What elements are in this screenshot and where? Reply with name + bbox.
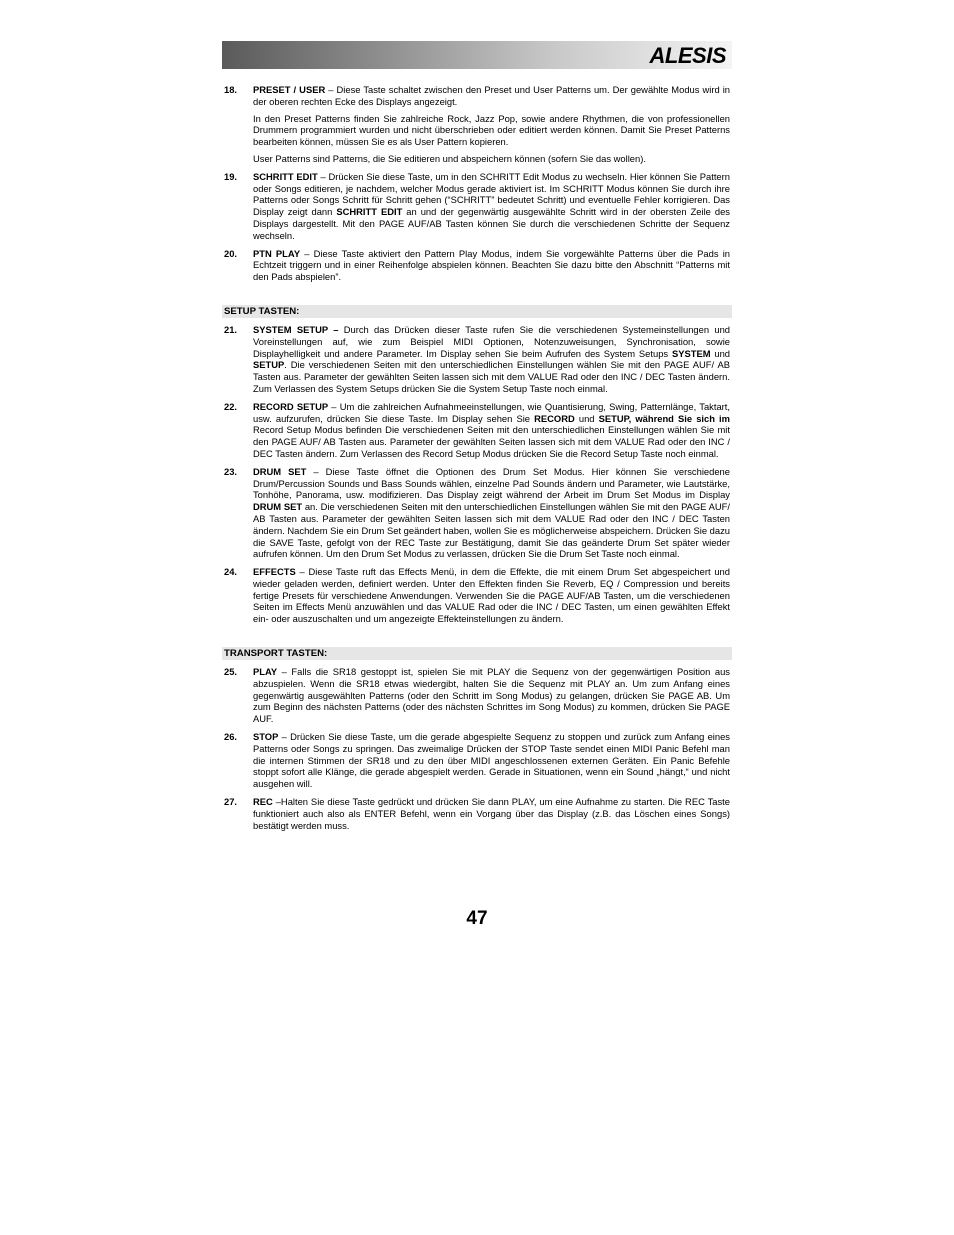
text-run: In den Preset Patterns finden Sie zahlreiche Rock, Jazz Pop, sowie andere Rhythmen, die von professionellen Drummern programmiert wurden und nicht überschrieben oder editiert werden können. Damit Sie Preset Patterns bearbeiten können, müssen Sie es als User Pattern kopieren. <box>253 112 730 148</box>
bold-term: SETUP, während Sie sich im <box>598 412 730 424</box>
list-item <box>224 324 730 395</box>
item-number: 23. <box>224 465 238 477</box>
bold-term: SCHRITT EDIT <box>253 170 318 182</box>
text-run: – Drücken Sie diese Taste, um die gerade abgespielte Sequenz zu stoppen und zurück zum Anfang eines Patterns oder Songs zu springen. Das zweimalige Drücken der STOP Taste sendet einen MIDI Panic Befehl man die internen Stimmen der SR18 und zu den über MIDI angeschlossenen externen Geräten. Ein Panic Befehle stoppt sofort alle Klänge, die gerade abgespielt werden. Gerade in Situationen, wenn ein Sound „hängt,“ und nicht ausgehen will. <box>253 731 730 790</box>
bold-term: DRUM SET <box>253 501 303 513</box>
text-run: – Drücken Sie diese Taste, um in den SCHRITT Edit Modus zu wechseln. Hier können Sie Pattern oder Songs editieren, je nachdem, welcher Modus gerade aktiviert ist. Im SCHRITT Modus können Sie durch ihre Patterns oder Songs Schritt für Schritt gehen (“SCHRITT” bedeutet Schritt) und eventuelle Fehler korrigieren. Das Display zeigt dann <box>253 170 730 218</box>
list-item <box>224 248 730 283</box>
bold-term: STOP <box>253 731 279 743</box>
bold-term: SYSTEM <box>671 347 711 359</box>
item-paragraph <box>253 466 730 560</box>
list-item <box>224 84 730 165</box>
bold-term: DRUM SET <box>253 465 307 477</box>
section-heading-setup: SETUP TASTEN: <box>222 305 732 318</box>
text-run: User Patterns sind Patterns, die Sie editieren und abspeichern können (sofern Sie das wollen). <box>253 152 646 164</box>
item-number: 20. <box>224 247 238 259</box>
list-item <box>224 796 730 831</box>
item-paragraph <box>253 796 730 831</box>
item-paragraph <box>253 566 730 625</box>
item-paragraph <box>253 248 730 283</box>
text-run: – Diese Taste öffnet die Optionen des Drum Set Modus. Hier können Sie verschiedene Drum/Percussion Sounds und Bass Sounds wählen, einzelne Pad Sounds ändern und Parameter, wie Lautstärke, Tonhöhe, Panorama, usw. modifizieren. Das Display zeigt während der Arbeit im Drum Set Modus im Display <box>253 465 730 501</box>
item-paragraph <box>253 171 730 242</box>
text-run: –Halten Sie diese Taste gedrückt und drücken Sie dann PLAY, um eine Aufnahme zu starten. Die REC Taste funktioniert auch also als ENTER Befehl, wenn ein Vorgang über das Display (z.B. das Löschen eines Songs) bestätigt werden muss. <box>253 796 730 831</box>
item-number: 18. <box>224 84 238 95</box>
item-number: 24. <box>224 566 238 578</box>
bold-term: RECORD <box>534 412 575 424</box>
item-paragraph <box>253 731 730 790</box>
list-item <box>224 171 730 242</box>
text-run: – Diese Taste ruft das Effects Menü, in dem die Effekte, die mit einem Drum Set abgespeichert und wieder geladen werden, definiert werden. Unter den Effekten finden Sie Reverb, EQ / Compression und bereits fertige Presets für verschiedene Anwendungen. Verwenden Sie die PAGE AUF/AB Tasten, um die verschiedenen Seiten im Effects Menü anzuwählen und das VALUE Rad oder die INC / DEC Tasten, um einen gewählten Effekt ein- oder auszuschalten und um angezeigte Effekteinstellungen zu ändern. <box>253 566 730 625</box>
header-bar <box>222 41 732 69</box>
item-number: 21. <box>224 323 238 335</box>
item-paragraph <box>253 666 730 725</box>
bold-term: RECORD SETUP <box>253 400 329 412</box>
brand-text: ALESIS <box>649 43 726 67</box>
text-run: – Um die zahlreichen Aufnahmeeinstellungen, wie Quantisierung, Swing, Patternlänge, Taktart, usw. aufzurufen, drücken Sie diese Taste. Im Display sehen Sie <box>253 400 730 424</box>
page-number: 47 <box>466 908 488 929</box>
text-run: – Diese Taste schaltet zwischen den Preset und User Patterns um. Der gewählte Modus wird in der oberen rechten Ecke des Displays angezeigt. <box>253 84 730 107</box>
item-number: 25. <box>224 666 238 678</box>
text-run: Durch das Drücken dieser Taste rufen Sie die verschiedenen Systemeinstellungen und Voreinstellungen auf, wie zum Beispiel MIDI Optionen, Notenzuweisungen, Synchronisation, sowie Displayhelligkeit und andere Parameter. Im Display sehen Sie beim Aufrufen des System Setups <box>253 323 730 359</box>
text-run: . Die verschiedenen Seiten mit den unterschiedlichen Einstellungen wählen Sie mit den PAGE AUF/ AB Tasten aus. Parameter der gewählten Seiten lassen sich mit dem VALUE Rad oder den INC / DEC Tasten ändern. Zum Verlassen des System Setups drücken Sie die System Setup Taste noch einmal. <box>253 359 730 394</box>
text-run: – Falls die SR18 gestoppt ist, spielen Sie mit PLAY die Sequenz von der gegenwärtigen Position aus abzuspielen. Wenn die SR18 etwas wiedergibt, halten Sie die Sequenz mit PLAY an. Um zum Anfang eines gegenwärtig ausgewählten Patterns (oder den Schritt im Song Modus) zu gelangen, drücken Sie PAGE AB. Um zum Beginn des nächsten Patterns (oder des nächsten Schrittes im Song Modus) zu kommen, drücken Sie PAGE AUF. <box>253 666 730 725</box>
item-number: 19. <box>224 170 238 182</box>
section-heading-transport: TRANSPORT TASTEN: <box>222 647 732 660</box>
text-run: und <box>574 412 599 424</box>
list-item <box>224 466 730 560</box>
text-run: an und der gegenwärtig ausgewählte Schritt wird in der obersten Zeile des Displays dargestellt. Mit den PAGE AUF/AB Tasten können Sie durch die verschiedenen Schritte der Sequenz wechseln. <box>253 206 730 241</box>
item-list-transport <box>224 666 730 831</box>
item-paragraph <box>253 324 730 395</box>
item-number: 27. <box>224 796 238 808</box>
text-run: – Diese Taste aktiviert den Pattern Play Modus, indem Sie vorgewählte Patterns über die Pads in Echtzeit triggern und in einer Reihenfolge abspielen können. Beachten Sie dazu bitte den Abschnitt “Patterns mit den Pads abspielen”. <box>253 247 730 283</box>
item-paragraph <box>253 113 730 148</box>
text-run: Record Setup Modus befinden Die verschiedenen Seiten mit den unterschiedlichen Einstellungen wählen Sie mit den PAGE AUF/ AB Tasten aus. Parameter der gewählten Seiten lassen sich mit dem VALUE Rad oder den INC / DEC Tasten ändern. Zum Verlassen des Record Setup Modus drücken Sie die Record Setup Taste noch einmal. <box>253 424 730 459</box>
item-number: 26. <box>224 731 238 743</box>
list-item <box>224 566 730 625</box>
item-number: 22. <box>224 400 238 412</box>
text-run: an. Die verschiedenen Seiten mit den unterschiedlichen Einstellungen wählen Sie mit den PAGE AUF/ AB Tasten aus. Parameter der gewählten Seiten lassen sich mit dem VALUE Rad oder den INC / DEC Tasten ändern. Nachdem Sie ein Drum Set geändert haben, wollen Sie es möglicherweise abspeichern. Drücken Sie dazu die SAVE Taste, gefolgt von der REC Taste zur Bestätigung, damit Sie das geänderte Drum Set später wieder aufrufen können. Um den Drum Set Modus zu verlassen, drücken Sie die Drum Set Taste noch einmal. <box>253 501 730 560</box>
alesis-logo <box>618 43 728 67</box>
item-paragraph <box>253 153 730 165</box>
item-paragraph <box>253 84 730 108</box>
bold-term: SETUP <box>253 359 285 371</box>
item-list-top <box>224 84 730 283</box>
item-paragraph <box>253 401 730 460</box>
item-list-setup <box>224 324 730 625</box>
bold-term: PRESET / USER <box>253 84 326 95</box>
list-item <box>224 666 730 725</box>
text-run: und <box>710 347 731 359</box>
bold-term: REC <box>253 796 273 808</box>
bold-term: SCHRITT EDIT <box>336 206 403 218</box>
bold-term: EFFECTS <box>253 566 296 578</box>
list-item <box>224 731 730 790</box>
list-item <box>224 401 730 460</box>
bold-term: SYSTEM SETUP – <box>253 323 339 335</box>
bold-term: PTN PLAY <box>253 247 301 259</box>
document-body <box>224 84 730 837</box>
bold-term: PLAY <box>253 666 278 678</box>
